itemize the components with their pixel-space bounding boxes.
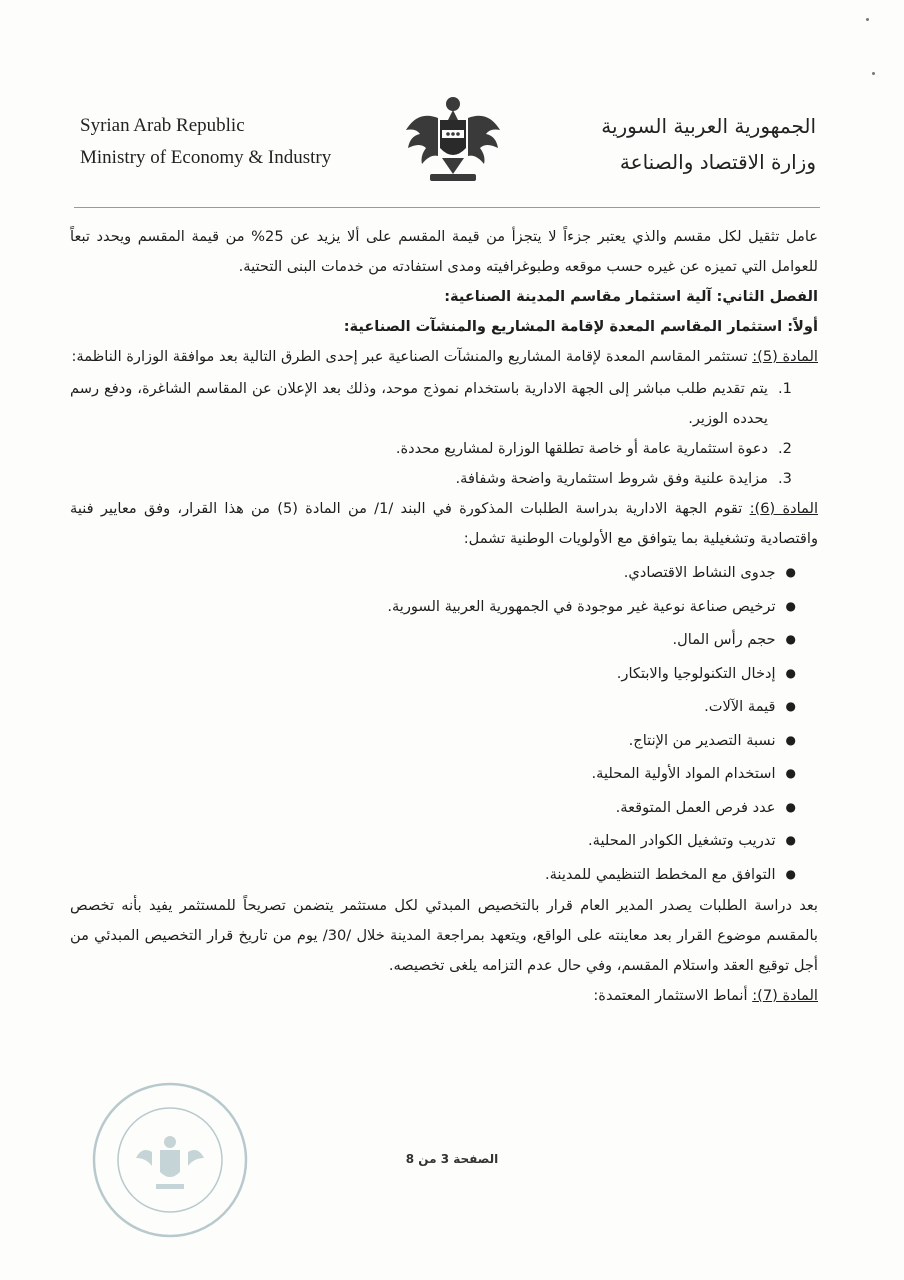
- bullet-icon: ●: [785, 866, 796, 881]
- bullet-icon: ●: [785, 565, 796, 579]
- list-item-text: استخدام المواد الأولية المحلية.: [591, 765, 776, 782]
- list-item-text: دعوة استثمارية عامة أو خاصة تطلقها الوزارة لمشاريع محددة.: [395, 440, 768, 457]
- bullet-icon: ●: [785, 833, 796, 847]
- list-item-text: إدخال التكنولوجيا والابتكار.: [616, 664, 776, 682]
- article-6: [70, 494, 818, 554]
- section-heading: أولاً: استثمار المقاسم المعدة لإقامة المشاريع والمنشآت الصناعية:: [343, 318, 818, 335]
- scan-speck: [866, 18, 869, 21]
- header-ministry-en: Ministry of Economy & Industry: [80, 147, 332, 168]
- header-ministry-ar: وزارة الاقتصاد والصناعة: [619, 150, 816, 174]
- chapter-heading: الفصل الثاني: آلية استثمار مقاسم المدينة الصناعية:: [444, 288, 818, 305]
- bullet-icon: ●: [785, 799, 796, 814]
- list-item-text: نسبة التصدير من الإنتاج.: [628, 731, 776, 749]
- article-7: [70, 981, 818, 1011]
- list-item-text: عدد فرص العمل المتوقعة.: [615, 798, 776, 816]
- list-item: [70, 590, 796, 624]
- article-5-ref: المادة (5):: [752, 348, 818, 365]
- bullet-icon: ●: [785, 632, 796, 646]
- list-item: [70, 657, 796, 691]
- list-item: [70, 757, 796, 791]
- bullet-icon: ●: [785, 665, 796, 680]
- list-item: [70, 824, 796, 858]
- eagle-emblem-icon: [398, 90, 508, 190]
- list-item-number: 2.: [778, 440, 792, 457]
- article-7-text: أنماط الاستثمار المعتمدة:: [593, 987, 753, 1004]
- list-item-text: حجم رأس المال.: [672, 631, 776, 648]
- bullet-icon: ●: [785, 598, 796, 613]
- article-7-ref: المادة (7):: [752, 987, 818, 1004]
- list-item-text: جدوى النشاط الاقتصادي.: [623, 564, 776, 581]
- article-6-text: تقوم الجهة الادارية بدراسة الطلبات المذكورة في البند /1/ من المادة (5) من هذا القرار، وفق معايير فنية واقتصادية وتشغيلية بما يتوافق مع الأولويات الوطنية تشمل:: [70, 500, 818, 547]
- list-item: [70, 724, 796, 758]
- list-item: [70, 464, 800, 494]
- list-item: [70, 623, 796, 657]
- list-item: [70, 556, 796, 590]
- list-item-text: التوافق مع المخطط التنظيمي للمدينة.: [544, 865, 776, 883]
- header-english: [80, 110, 331, 174]
- page-number: الصفحة 3 من 8: [405, 1152, 499, 1166]
- header-arabic: [601, 108, 816, 180]
- article-6-closing: بعد دراسة الطلبات يصدر المدير العام قرار بالتخصيص المبدئي لكل مستثمر يتضمن تصريحاً للمستثمر يفيد بأنه تخصص بالمقسم موضوع القرار بعد معاينته على الواقع، ويتعهد بمراجعة المدينة خلال /30/ يوم من تاريخ قرار التخصيص المبدئي من أجل توقيع العقد واستلام المقسم، وفي حال عدم التزامه يلغى تخصيصه.: [70, 897, 818, 974]
- list-item: [70, 374, 800, 434]
- list-item-text: تدريب وتشغيل الكوادر المحلية.: [588, 832, 776, 849]
- list-item: [70, 791, 796, 825]
- list-item-text: قيمة الآلات.: [704, 698, 776, 715]
- article-5-text: تستثمر المقاسم المعدة لإقامة المشاريع والمنشآت الصناعية عبر إحدى الطرق التالية بعد موافقة الوزارة الناظمة:: [71, 348, 753, 365]
- header-country-en: Syrian Arab Republic: [80, 115, 245, 136]
- header-country-ar: الجمهورية العربية السورية: [601, 114, 816, 138]
- list-item-text: مزايدة علنية وفق شروط استثمارية واضحة وشفافة.: [455, 470, 768, 487]
- list-item: [70, 434, 800, 464]
- article-5: [70, 342, 818, 372]
- document-body: [70, 222, 818, 1011]
- list-item: [70, 690, 796, 724]
- bullet-icon: ●: [785, 699, 796, 713]
- bullet-icon: ●: [785, 732, 796, 747]
- list-item: [70, 858, 796, 892]
- criteria-list: [70, 556, 818, 891]
- intro-paragraph: عامل تثقيل لكل مقسم والذي يعتبر جزءاً لا يتجزأ من قيمة المقسم على ألا يزيد عن 25% من قيمة المقسم ويحدد تبعاً للعوامل التي تميزه عن غيره حسب موقعه وطبوغرافيته ومدى استفادته من خدمات البنى التحتية.: [70, 228, 819, 275]
- scan-speck: [872, 72, 875, 75]
- list-item-text: يتم تقديم طلب مباشر إلى الجهة الادارية باستخدام نموذج موحد، وذلك بعد الإعلان عن المقاسم الشاغرة، ودفع رسم يحدده الوزير.: [70, 380, 768, 427]
- header-divider: [74, 207, 820, 208]
- list-item-number: 3.: [778, 470, 792, 487]
- article-5-list: [70, 374, 818, 494]
- article-6-ref: المادة (6):: [749, 500, 818, 517]
- bullet-icon: ●: [785, 766, 796, 780]
- list-item-number: 1.: [778, 380, 792, 397]
- list-item-text: ترخيص صناعة نوعية غير موجودة في الجمهورية العربية السورية.: [387, 597, 776, 615]
